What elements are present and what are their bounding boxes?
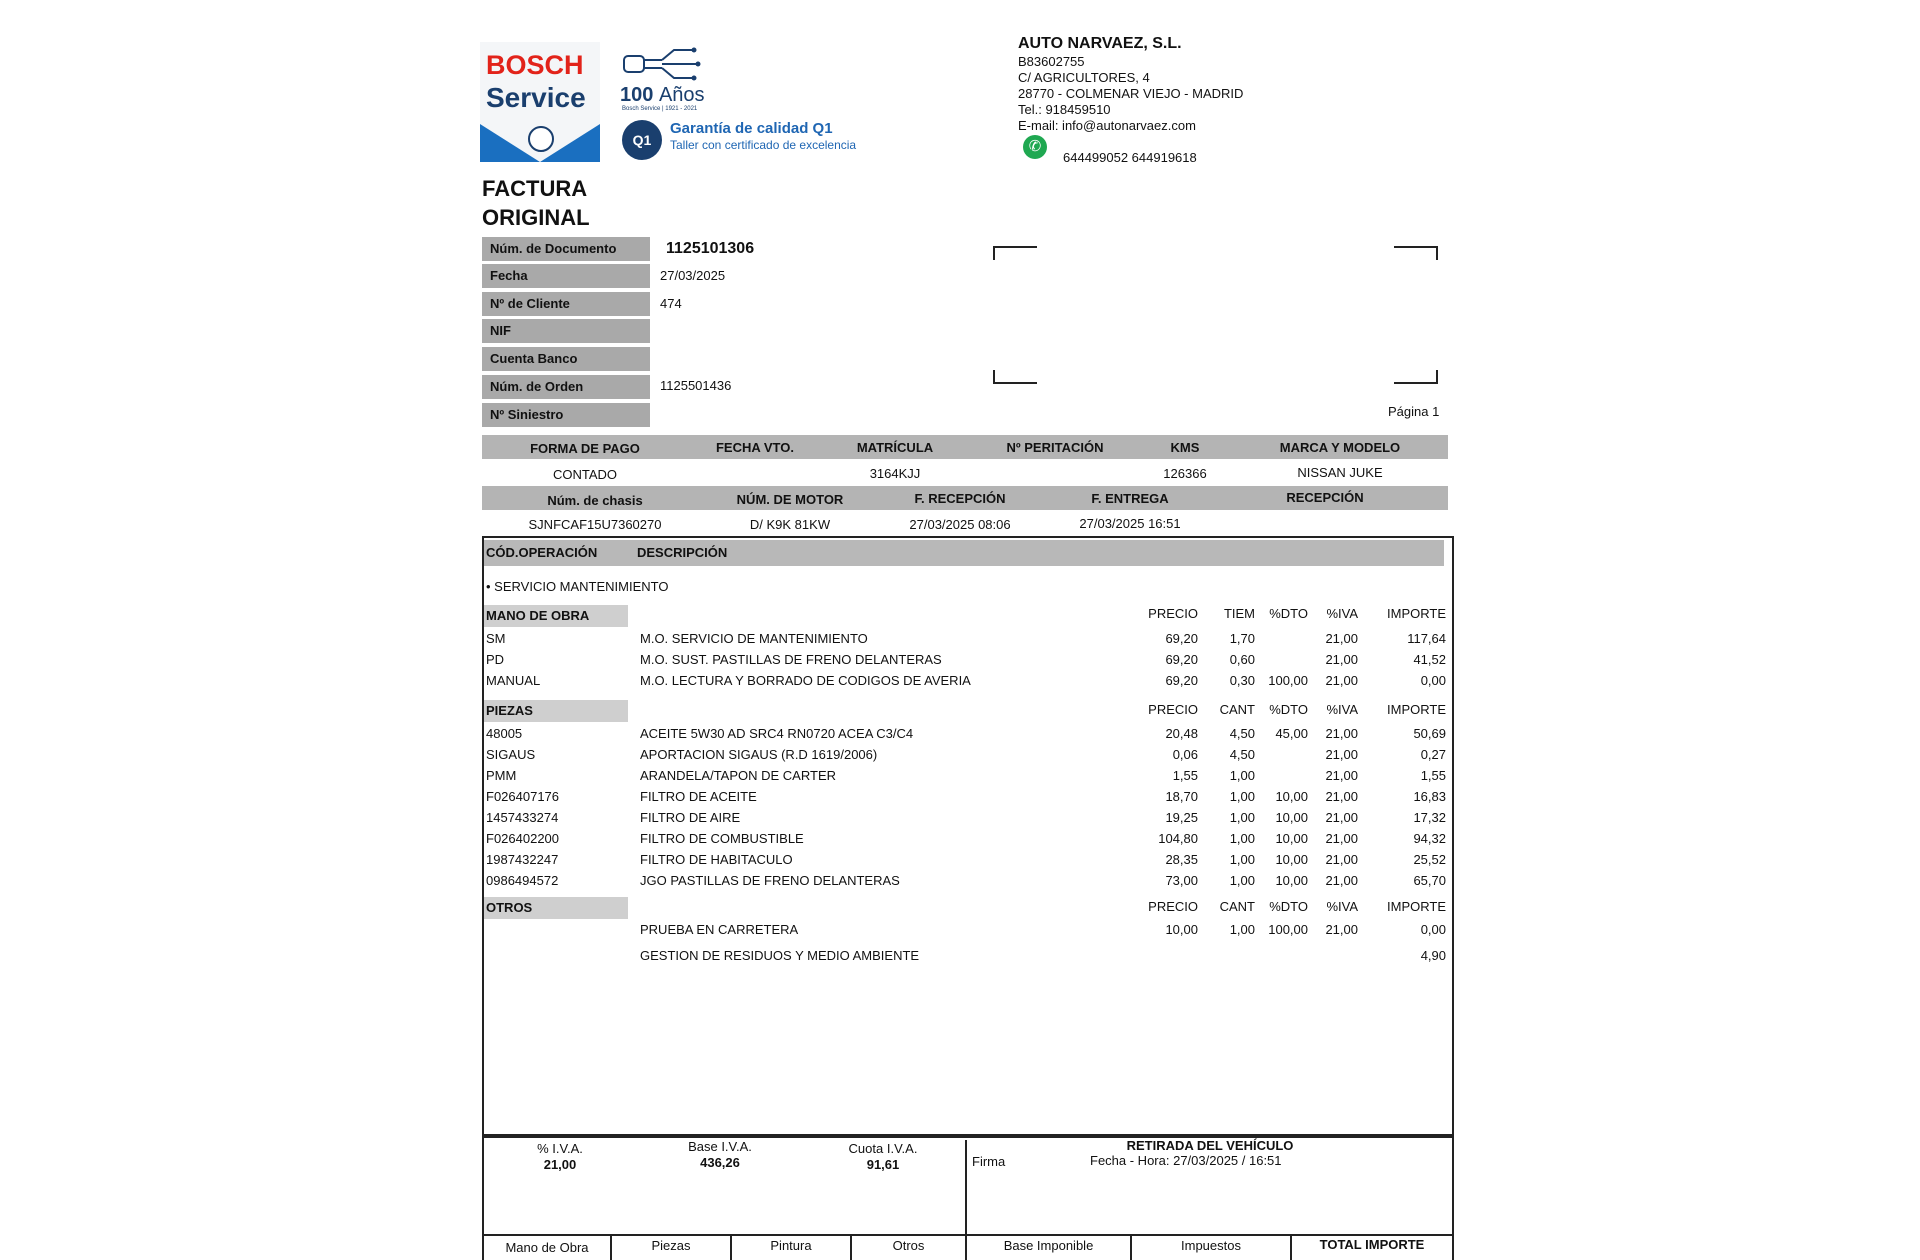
company-address: C/ AGRICULTORES, 4 <box>1018 70 1150 85</box>
col-tiem: TIEM <box>1223 606 1255 621</box>
row-code: MANUAL <box>486 673 541 688</box>
cuota-iva-value: 91,61 <box>866 1157 900 1172</box>
header-matricula: MATRÍCULA <box>856 440 934 455</box>
row-description: PRUEBA EN CARRETERA <box>640 922 799 937</box>
totals-divider <box>965 1140 967 1234</box>
row-precio: 28,35 <box>1165 852 1198 867</box>
window-corner-bl <box>993 370 1037 384</box>
company-name: AUTO NARVAEZ, S.L. <box>1018 35 1182 52</box>
row-code: PMM <box>486 768 517 783</box>
row-cantidad: 1,00 <box>1229 873 1255 888</box>
row-cantidad: 1,00 <box>1229 789 1255 804</box>
row-iva: 21,00 <box>1325 789 1358 804</box>
row-iva: 21,00 <box>1325 768 1358 783</box>
row-importe: 117,64 <box>1407 631 1446 646</box>
col-dto: %DTO <box>1269 702 1308 717</box>
footer-base-imponible: Base Imponible <box>1003 1238 1094 1253</box>
col-importe: IMPORTE <box>1387 899 1446 914</box>
retirada-fecha-hora: Fecha - Hora: 27/03/2025 / 16:51 <box>1090 1153 1282 1168</box>
footer-top-line <box>482 1234 1454 1236</box>
row-cantidad: 1,00 <box>1229 922 1255 937</box>
row-cantidad: 0,60 <box>1229 652 1255 667</box>
row-code: SIGAUS <box>486 747 536 762</box>
retirada-title: RETIRADA DEL VEHÍCULO <box>1126 1138 1294 1153</box>
field-value-orden: 1125501436 <box>660 378 732 393</box>
operations-header <box>484 540 1444 566</box>
row-code: 1987432247 <box>486 852 559 867</box>
firma-label: Firma <box>972 1154 1006 1169</box>
row-iva: 21,00 <box>1325 922 1358 937</box>
row-dto: 10,00 <box>1275 810 1308 825</box>
row-description: M.O. SUST. PASTILLAS DE FRENO DELANTERAS <box>640 652 942 667</box>
plug-circuit-icon <box>622 46 702 82</box>
field-label-fecha: Fecha <box>482 264 650 288</box>
section-label-otros: OTROS <box>484 897 628 919</box>
value-marca-modelo: NISSAN JUKE <box>1297 465 1383 480</box>
header-motor: NÚM. DE MOTOR <box>736 492 844 507</box>
header-peritacion: Nº PERITACIÓN <box>1006 440 1104 455</box>
row-cantidad: 0,30 <box>1229 673 1255 688</box>
col-dto: %DTO <box>1269 899 1308 914</box>
row-importe: 0,00 <box>1420 922 1446 937</box>
row-precio: 104,80 <box>1158 831 1198 846</box>
col-precio: PRECIO <box>1148 899 1198 914</box>
row-dto: 100,00 <box>1268 673 1308 688</box>
col-iva: %IVA <box>1326 702 1358 717</box>
row-code: PD <box>486 652 505 667</box>
hundred-years-badge <box>620 84 705 107</box>
row-description: M.O. LECTURA Y BORRADO DE CODIGOS DE AVERIA <box>640 673 971 688</box>
col-dto: %DTO <box>1269 606 1308 621</box>
row-precio: 20,48 <box>1165 726 1198 741</box>
row-code: F026402200 <box>486 831 560 846</box>
field-label-cliente: Nº de Cliente <box>482 292 650 316</box>
footer-impuestos: Impuestos <box>1181 1238 1241 1253</box>
row-iva: 21,00 <box>1325 652 1358 667</box>
row-dto: 10,00 <box>1275 831 1308 846</box>
field-value-document: 1125101306 <box>666 240 755 257</box>
field-value-fecha: 27/03/2025 <box>660 268 726 283</box>
row-cantidad: 4,50 <box>1229 747 1255 762</box>
field-label-siniestro: Nº Siniestro <box>482 403 650 427</box>
value-recepcion-fecha: 27/03/2025 08:06 <box>909 517 1011 532</box>
field-label-orden: Núm. de Orden <box>482 375 650 399</box>
row-precio: 73,00 <box>1165 873 1198 888</box>
row-iva: 21,00 <box>1325 852 1358 867</box>
company-whatsapp: 644499052 644919618 <box>1063 150 1197 165</box>
row-dto: 10,00 <box>1275 852 1308 867</box>
section-label-piezas: PIEZAS <box>484 700 628 722</box>
header-marca-modelo: MARCA Y MODELO <box>1279 440 1401 455</box>
q1-badge-icon: Q1 <box>622 120 662 160</box>
row-importe: 94,32 <box>1413 831 1446 846</box>
service-title: • SERVICIO MANTENIMIENTO <box>486 579 669 594</box>
value-matricula: 3164KJJ <box>869 466 921 481</box>
col-iva: %IVA <box>1326 899 1358 914</box>
footer-otros: Otros <box>892 1238 925 1253</box>
row-code: 1457433274 <box>486 810 559 825</box>
hundred-word: Años <box>658 84 705 106</box>
row-description: GESTION DE RESIDUOS Y MEDIO AMBIENTE <box>640 948 920 963</box>
base-iva-label: Base I.V.A. <box>688 1139 752 1154</box>
row-iva: 21,00 <box>1325 747 1358 762</box>
row-description: APORTACION SIGAUS (R.D 1619/2006) <box>640 747 878 762</box>
row-description: ARANDELA/TAPON DE CARTER <box>640 768 837 783</box>
footer-mano-obra: Mano de Obra <box>505 1240 589 1255</box>
header-entrega: F. ENTREGA <box>1091 491 1169 506</box>
company-cif: B83602755 <box>1018 54 1085 69</box>
document-title: FACTURA <box>482 176 588 201</box>
row-code: F026407176 <box>486 789 560 804</box>
row-cantidad: 1,00 <box>1229 810 1255 825</box>
header-chasis: Núm. de chasis <box>547 493 643 508</box>
col-cant: CANT <box>1219 899 1255 914</box>
row-importe: 4,90 <box>1420 948 1446 963</box>
row-cantidad: 4,50 <box>1229 726 1255 741</box>
field-label-document: Núm. de Documento <box>482 237 650 261</box>
header-descripcion: DESCRIPCIÓN <box>637 545 728 560</box>
header-kms: KMS <box>1170 440 1200 455</box>
row-iva: 21,00 <box>1325 831 1358 846</box>
row-dto: 45,00 <box>1275 726 1308 741</box>
bosch-emblem-icon <box>528 126 554 152</box>
row-importe: 17,32 <box>1413 810 1446 825</box>
col-precio: PRECIO <box>1148 606 1198 621</box>
hundred-number: 100 <box>620 84 654 106</box>
row-importe: 25,52 <box>1413 852 1446 867</box>
col-precio: PRECIO <box>1148 702 1198 717</box>
row-precio: 69,20 <box>1165 631 1198 646</box>
header-cod-operacion: CÓD.OPERACIÓN <box>486 545 598 560</box>
row-importe: 0,27 <box>1420 747 1446 762</box>
row-description: JGO PASTILLAS DE FRENO DELANTERAS <box>640 873 900 888</box>
col-iva: %IVA <box>1326 606 1358 621</box>
row-importe: 50,69 <box>1413 726 1446 741</box>
logo-bosch-text: BOSCH <box>486 50 584 80</box>
row-precio: 10,00 <box>1165 922 1198 937</box>
hundred-years-subtitle: Bosch Service | 1921 - 2021 <box>622 106 698 112</box>
logo-service-text: Service <box>486 82 586 113</box>
row-code: 48005 <box>486 726 523 741</box>
row-precio: 19,25 <box>1165 810 1198 825</box>
col-cant: CANT <box>1219 702 1255 717</box>
row-dto: 100,00 <box>1268 922 1308 937</box>
service-title-text: SERVICIO MANTENIMIENTO <box>494 579 669 594</box>
section-label-mano-obra: MANO DE OBRA <box>484 605 628 627</box>
field-label-nif: NIF <box>482 319 650 343</box>
iva-pct-value: 21,00 <box>543 1157 577 1172</box>
row-cantidad: 1,00 <box>1229 852 1255 867</box>
iva-pct-label: % I.V.A. <box>537 1141 583 1156</box>
row-iva: 21,00 <box>1325 631 1358 646</box>
row-precio: 0,06 <box>1172 747 1198 762</box>
row-importe: 16,83 <box>1413 789 1446 804</box>
company-phone: Tel.: 918459510 <box>1018 102 1111 117</box>
row-cantidad: 1,00 <box>1229 768 1255 783</box>
q1-title: Garantía de calidad Q1 <box>670 120 833 137</box>
col-importe: IMPORTE <box>1387 702 1446 717</box>
window-corner-br <box>1394 370 1438 384</box>
row-cantidad: 1,70 <box>1229 631 1255 646</box>
row-dto: 10,00 <box>1275 873 1308 888</box>
row-precio: 69,20 <box>1165 673 1198 688</box>
base-iva-value: 436,26 <box>700 1155 740 1170</box>
row-description: ACEITE 5W30 AD SRC4 RN0720 ACEA C3/C4 <box>640 726 914 741</box>
company-email: E-mail: info@autonarvaez.com <box>1018 118 1196 133</box>
row-precio: 18,70 <box>1165 789 1198 804</box>
row-description: FILTRO DE AIRE <box>640 810 741 825</box>
value-chasis: SJNFCAF15U7360270 <box>528 517 662 532</box>
row-description: FILTRO DE COMBUSTIBLE <box>640 831 804 846</box>
row-dto: 10,00 <box>1275 789 1308 804</box>
totals-right-line <box>1452 1136 1454 1260</box>
window-corner-tr <box>1394 246 1438 260</box>
row-code: 0986494572 <box>486 873 559 888</box>
row-description: M.O. SERVICIO DE MANTENIMIENTO <box>640 631 868 646</box>
field-label-cuenta: Cuenta Banco <box>482 347 650 371</box>
header-fecha-vto: FECHA VTO. <box>715 440 794 455</box>
value-motor: D/ K9K 81KW <box>749 517 831 532</box>
whatsapp-icon: ✆ <box>1023 135 1047 159</box>
value-forma-pago: CONTADO <box>552 467 618 482</box>
col-importe: IMPORTE <box>1387 606 1446 621</box>
row-iva: 21,00 <box>1325 673 1358 688</box>
q1-subtitle: Taller con certificado de excelencia <box>670 138 857 152</box>
footer-piezas: Piezas <box>651 1238 691 1253</box>
value-entrega: 27/03/2025 16:51 <box>1079 516 1181 531</box>
footer-pintura: Pintura <box>770 1238 812 1253</box>
header-recepcion-fecha: F. RECEPCIÓN <box>914 491 1006 506</box>
row-description: FILTRO DE ACEITE <box>640 789 757 804</box>
cuota-iva-label: Cuota I.V.A. <box>848 1141 918 1156</box>
bosch-service-logo <box>480 42 600 162</box>
field-value-cliente: 474 <box>660 296 682 311</box>
header-recepcion: RECEPCIÓN <box>1286 490 1364 505</box>
row-iva: 21,00 <box>1325 873 1358 888</box>
row-iva: 21,00 <box>1325 810 1358 825</box>
footer-total-importe: TOTAL IMPORTE <box>1319 1237 1425 1252</box>
row-importe: 0,00 <box>1420 673 1446 688</box>
header-forma-pago: FORMA DE PAGO <box>530 441 640 456</box>
company-city: 28770 - COLMENAR VIEJO - MADRID <box>1018 86 1244 101</box>
row-importe: 65,70 <box>1413 873 1446 888</box>
row-code: SM <box>486 631 506 646</box>
value-kms: 126366 <box>1163 466 1207 481</box>
row-iva: 21,00 <box>1325 726 1358 741</box>
row-importe: 1,55 <box>1420 768 1446 783</box>
row-cantidad: 1,00 <box>1229 831 1255 846</box>
row-precio: 1,55 <box>1172 768 1198 783</box>
window-corner-tl <box>993 246 1037 260</box>
row-importe: 41,52 <box>1413 652 1446 667</box>
document-subtitle: ORIGINAL <box>482 205 590 230</box>
row-description: FILTRO DE HABITACULO <box>640 852 793 867</box>
row-precio: 69,20 <box>1165 652 1198 667</box>
page-number: Página 1 <box>1388 404 1440 419</box>
